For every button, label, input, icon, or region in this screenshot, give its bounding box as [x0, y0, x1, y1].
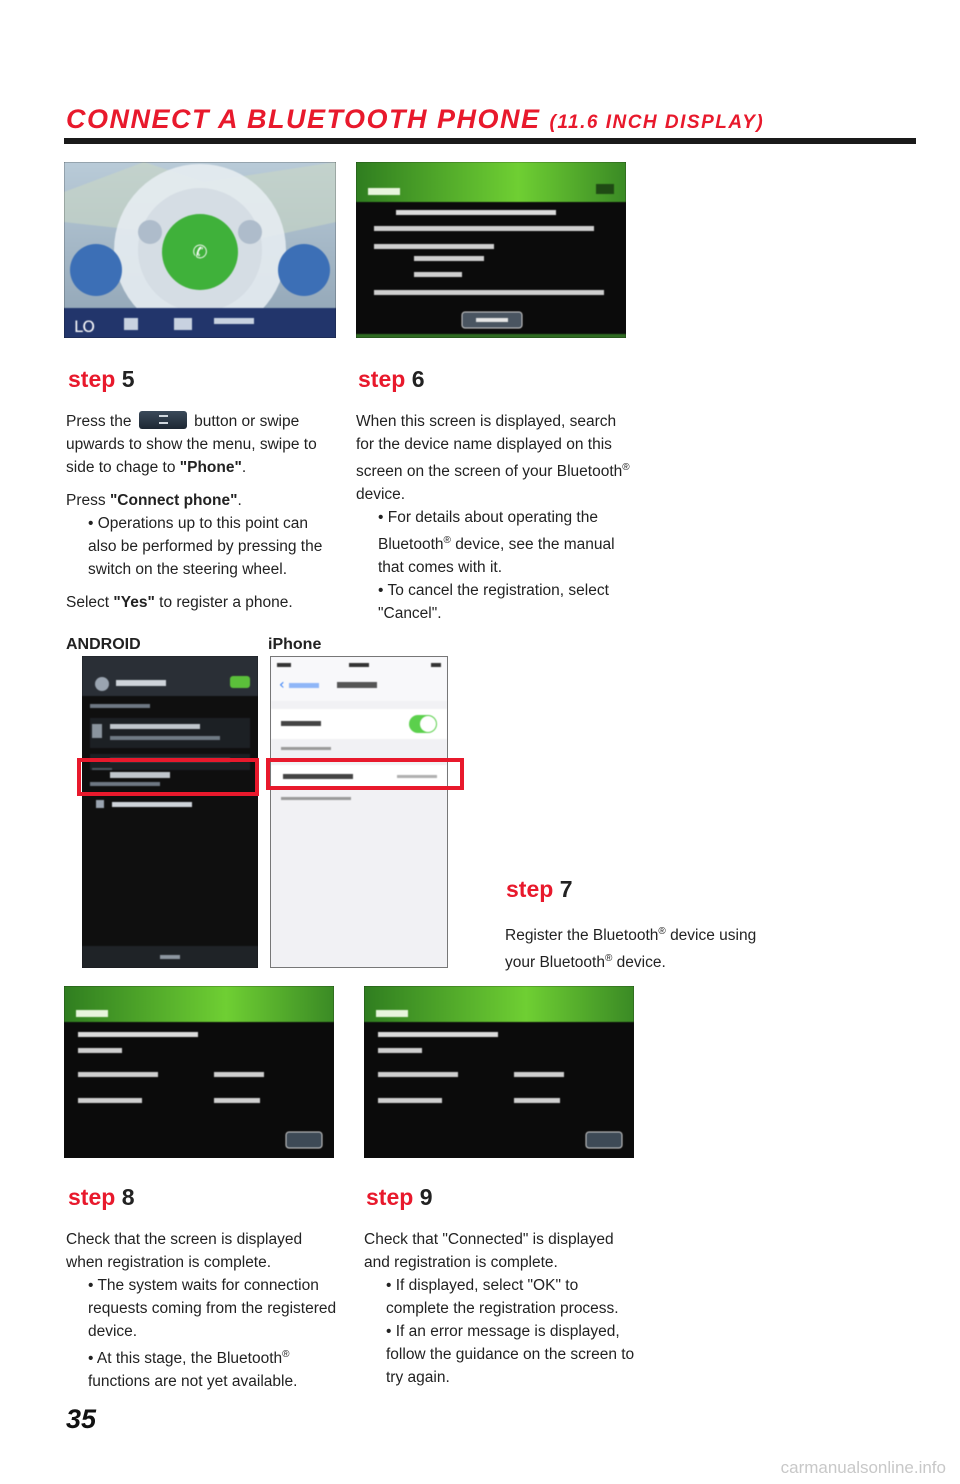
- step-9-heading: step 9: [366, 1184, 433, 1210]
- iphone-label: iPhone: [268, 636, 322, 653]
- screenshot-connected-screen: [364, 986, 634, 1158]
- step-5-bullet: • Operations up to this point can also be performed by pressing the switch on the steering wheel.: [88, 515, 323, 578]
- title-rule: [64, 138, 916, 144]
- watermark: carmanualsonline.info: [780, 1458, 946, 1477]
- step-9-bullet-2: • If an error message is displayed, follow the guidance on the screen to try again.: [386, 1323, 635, 1386]
- svg-text:LO: LO: [74, 317, 95, 336]
- step-5-paragraph-3: Select "Yes" to register a phone.: [66, 594, 293, 611]
- step-8-bullet-2: • At this stage, the Bluetooth® functions are not yet available.: [88, 1349, 298, 1391]
- connected-screen-illustration: [364, 986, 634, 1158]
- android-bluetooth-screenshot: [82, 656, 258, 968]
- step-5-paragraph-2: Press "Connect phone".: [66, 492, 242, 509]
- registration-screen-illustration: [356, 162, 626, 338]
- screenshot-connecting-screen: [64, 986, 334, 1158]
- step-5-paragraph-1: Press the button or swipe upwards to show the menu, swipe to side to chage to "Phone".: [66, 413, 317, 476]
- svg-text:✆: ✆: [192, 242, 208, 263]
- page-title: CONNECT A BLUETOOTH PHONE (11.6 INCH DISPLAY): [66, 104, 765, 134]
- step-7-paragraph-1: Register the Bluetooth® device using your Bluetooth® device.: [505, 926, 757, 972]
- step-8-bullet-1: • The system waits for connection requests coming from the registered device.: [88, 1277, 337, 1340]
- step-6-paragraph-1: When this screen is displayed, search for the device name displayed on this screen on the screen of your Bluetooth® device.: [356, 413, 630, 504]
- step-8-paragraph-1: Check that the screen is displayed when registration is complete.: [66, 1231, 303, 1271]
- step-7-instructions: [505, 920, 775, 984]
- step-9-bullet-1: • If displayed, select "OK" to complete the registration process.: [386, 1277, 619, 1317]
- step-5-heading: step 5: [68, 366, 135, 392]
- iphone-device-highlight: [266, 758, 464, 790]
- svg-text:‹: ‹: [279, 677, 285, 693]
- iphone-bluetooth-screenshot: [270, 656, 448, 968]
- step-8-instructions: [66, 1228, 338, 1403]
- android-screen-illustration: [82, 656, 258, 968]
- step-7-heading: step 7: [506, 876, 573, 902]
- step-6-instructions: [356, 410, 632, 635]
- screenshot-home-screen: [64, 162, 336, 338]
- step-6-bullet-1: • For details about operating the Bluetooth® device, see the manual that comes with it.: [378, 509, 615, 577]
- step-9-paragraph-1: Check that "Connected" is displayed and registration is complete.: [364, 1231, 614, 1271]
- iphone-screen-illustration: [271, 657, 447, 967]
- step-9-instructions: [364, 1228, 636, 1399]
- page-number: 35: [66, 1404, 97, 1434]
- step-6-bullet-2: • To cancel the registration, select "Cancel".: [378, 582, 609, 623]
- step-6-heading: step 6: [358, 366, 425, 392]
- home-screen-illustration: [64, 162, 336, 338]
- connecting-screen-illustration: [64, 986, 334, 1158]
- android-device-highlight: [77, 758, 259, 796]
- step-8-heading: step 8: [68, 1184, 135, 1210]
- step-5-instructions: [66, 410, 338, 624]
- screenshot-registration-screen: [356, 162, 626, 338]
- menu-button-icon: [139, 411, 187, 429]
- android-label: ANDROID: [66, 636, 141, 653]
